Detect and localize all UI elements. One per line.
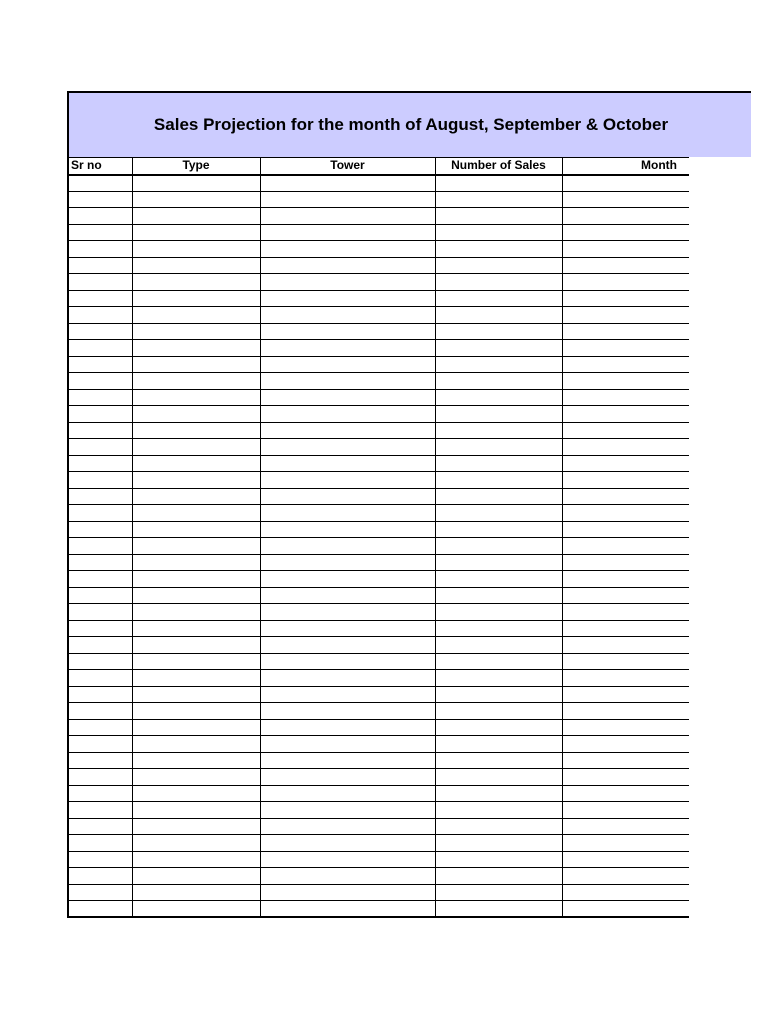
sr-no-cell[interactable]: [68, 439, 132, 456]
sr-no-cell[interactable]: [68, 802, 132, 819]
tower-cell[interactable]: [260, 373, 435, 390]
tower-cell[interactable]: [260, 703, 435, 720]
tower-cell[interactable]: [260, 736, 435, 753]
sr-no-cell[interactable]: [68, 670, 132, 687]
sr-no-cell[interactable]: [68, 719, 132, 736]
tower-cell[interactable]: [260, 901, 435, 918]
tower-cell[interactable]: [260, 587, 435, 604]
sr-no-cell[interactable]: [68, 356, 132, 373]
month-cell[interactable]: [562, 340, 689, 357]
tower-cell[interactable]: [260, 802, 435, 819]
sr-no-cell[interactable]: [68, 884, 132, 901]
number-of-sales-cell[interactable]: [435, 455, 562, 472]
type-cell[interactable]: [132, 191, 260, 208]
month-cell[interactable]: [562, 472, 689, 489]
type-cell[interactable]: [132, 241, 260, 258]
table-row: [68, 752, 689, 769]
type-cell[interactable]: [132, 208, 260, 225]
type-cell[interactable]: [132, 439, 260, 456]
tower-cell[interactable]: [260, 191, 435, 208]
sr-no-cell[interactable]: [68, 175, 132, 192]
table-row: [68, 736, 689, 753]
type-cell[interactable]: [132, 257, 260, 274]
title-band: [67, 91, 751, 157]
month-cell[interactable]: [562, 208, 689, 225]
type-cell[interactable]: [132, 802, 260, 819]
month-cell[interactable]: [562, 670, 689, 687]
month-cell[interactable]: [562, 538, 689, 555]
month-cell[interactable]: [562, 884, 689, 901]
sr-no-cell[interactable]: [68, 769, 132, 786]
month-cell[interactable]: [562, 554, 689, 571]
type-cell[interactable]: [132, 818, 260, 835]
number-of-sales-cell[interactable]: [435, 769, 562, 786]
type-cell[interactable]: [132, 703, 260, 720]
type-cell[interactable]: [132, 356, 260, 373]
number-of-sales-cell[interactable]: [435, 422, 562, 439]
number-of-sales-cell[interactable]: [435, 439, 562, 456]
month-cell[interactable]: [562, 653, 689, 670]
month-cell[interactable]: [562, 389, 689, 406]
table-row: [68, 901, 689, 918]
table-row: [68, 851, 689, 868]
month-cell[interactable]: [562, 620, 689, 637]
tower-cell[interactable]: [260, 406, 435, 423]
number-of-sales-cell[interactable]: [435, 472, 562, 489]
tower-cell[interactable]: [260, 455, 435, 472]
table-row: [68, 274, 689, 291]
table-row: [68, 818, 689, 835]
month-cell[interactable]: [562, 191, 689, 208]
type-cell[interactable]: [132, 340, 260, 357]
type-cell[interactable]: [132, 884, 260, 901]
month-cell[interactable]: [562, 686, 689, 703]
type-cell[interactable]: [132, 422, 260, 439]
number-of-sales-cell[interactable]: [435, 620, 562, 637]
type-cell[interactable]: [132, 175, 260, 192]
month-cell[interactable]: [562, 356, 689, 373]
tower-cell[interactable]: [260, 604, 435, 621]
table-body: [68, 175, 689, 918]
month-cell[interactable]: [562, 802, 689, 819]
month-cell[interactable]: [562, 818, 689, 835]
month-cell[interactable]: [562, 769, 689, 786]
column-header-sr-no[interactable]: Sr no: [68, 158, 132, 175]
column-header-month[interactable]: Month: [562, 158, 689, 175]
month-cell[interactable]: [562, 290, 689, 307]
tower-cell[interactable]: [260, 439, 435, 456]
type-cell[interactable]: [132, 406, 260, 423]
number-of-sales-cell[interactable]: [435, 307, 562, 324]
month-cell[interactable]: [562, 373, 689, 390]
tower-cell[interactable]: [260, 868, 435, 885]
table-row: [68, 439, 689, 456]
sr-no-cell[interactable]: [68, 340, 132, 357]
type-cell[interactable]: [132, 851, 260, 868]
month-cell[interactable]: [562, 439, 689, 456]
number-of-sales-cell[interactable]: [435, 191, 562, 208]
number-of-sales-cell[interactable]: [435, 505, 562, 522]
number-of-sales-cell[interactable]: [435, 571, 562, 588]
month-cell[interactable]: [562, 785, 689, 802]
table-row: [68, 620, 689, 637]
sr-no-cell[interactable]: [68, 290, 132, 307]
number-of-sales-cell[interactable]: [435, 736, 562, 753]
sr-no-cell[interactable]: [68, 785, 132, 802]
table-row: [68, 686, 689, 703]
type-cell[interactable]: [132, 785, 260, 802]
type-cell[interactable]: [132, 538, 260, 555]
sr-no-cell[interactable]: [68, 653, 132, 670]
number-of-sales-cell[interactable]: [435, 340, 562, 357]
month-cell[interactable]: [562, 505, 689, 522]
number-of-sales-cell[interactable]: [435, 637, 562, 654]
month-cell[interactable]: [562, 455, 689, 472]
column-header-tower[interactable]: Tower: [260, 158, 435, 175]
sr-no-cell[interactable]: [68, 736, 132, 753]
table-row: [68, 389, 689, 406]
type-cell[interactable]: [132, 290, 260, 307]
table-row: [68, 802, 689, 819]
tower-cell[interactable]: [260, 257, 435, 274]
number-of-sales-cell[interactable]: [435, 785, 562, 802]
tower-cell[interactable]: [260, 670, 435, 687]
sr-no-cell[interactable]: [68, 241, 132, 258]
table-row: [68, 307, 689, 324]
sr-no-cell[interactable]: [68, 373, 132, 390]
number-of-sales-cell[interactable]: [435, 851, 562, 868]
sr-no-cell[interactable]: [68, 703, 132, 720]
sr-no-cell[interactable]: [68, 488, 132, 505]
number-of-sales-cell[interactable]: [435, 554, 562, 571]
table-row: [68, 224, 689, 241]
sr-no-cell[interactable]: [68, 208, 132, 225]
sr-no-cell[interactable]: [68, 257, 132, 274]
tower-cell[interactable]: [260, 472, 435, 489]
table-row: [68, 488, 689, 505]
type-cell[interactable]: [132, 224, 260, 241]
number-of-sales-cell[interactable]: [435, 373, 562, 390]
sr-no-cell[interactable]: [68, 587, 132, 604]
table-row: [68, 538, 689, 555]
sr-no-cell[interactable]: [68, 554, 132, 571]
sr-no-cell[interactable]: [68, 686, 132, 703]
number-of-sales-cell[interactable]: [435, 868, 562, 885]
type-cell[interactable]: [132, 274, 260, 291]
number-of-sales-cell[interactable]: [435, 686, 562, 703]
number-of-sales-cell[interactable]: [435, 257, 562, 274]
sr-no-cell[interactable]: [68, 323, 132, 340]
number-of-sales-cell[interactable]: [435, 175, 562, 192]
tower-cell[interactable]: [260, 620, 435, 637]
sr-no-cell[interactable]: [68, 835, 132, 852]
number-of-sales-cell[interactable]: [435, 290, 562, 307]
type-cell[interactable]: [132, 686, 260, 703]
month-cell[interactable]: [562, 637, 689, 654]
tower-cell[interactable]: [260, 224, 435, 241]
table-row: [68, 835, 689, 852]
month-cell[interactable]: [562, 323, 689, 340]
sr-no-cell[interactable]: [68, 868, 132, 885]
tower-cell[interactable]: [260, 818, 435, 835]
tower-cell[interactable]: [260, 653, 435, 670]
tower-cell[interactable]: [260, 851, 435, 868]
sr-no-cell[interactable]: [68, 637, 132, 654]
sr-no-cell[interactable]: [68, 851, 132, 868]
sr-no-cell[interactable]: [68, 472, 132, 489]
type-cell[interactable]: [132, 637, 260, 654]
sr-no-cell[interactable]: [68, 505, 132, 522]
sr-no-cell[interactable]: [68, 604, 132, 621]
month-cell[interactable]: [562, 307, 689, 324]
tower-cell[interactable]: [260, 752, 435, 769]
type-cell[interactable]: [132, 472, 260, 489]
sr-no-cell[interactable]: [68, 274, 132, 291]
tower-cell[interactable]: [260, 686, 435, 703]
number-of-sales-cell[interactable]: [435, 323, 562, 340]
sr-no-cell[interactable]: [68, 224, 132, 241]
type-cell[interactable]: [132, 620, 260, 637]
table-row: [68, 785, 689, 802]
table-row: [68, 670, 689, 687]
number-of-sales-cell[interactable]: [435, 224, 562, 241]
type-cell[interactable]: [132, 752, 260, 769]
tower-cell[interactable]: [260, 307, 435, 324]
table-row: [68, 373, 689, 390]
table-row: [68, 587, 689, 604]
number-of-sales-cell[interactable]: [435, 604, 562, 621]
type-cell[interactable]: [132, 604, 260, 621]
table-row: [68, 703, 689, 720]
table-row: [68, 571, 689, 588]
month-cell[interactable]: [562, 604, 689, 621]
number-of-sales-cell[interactable]: [435, 587, 562, 604]
table-row: [68, 884, 689, 901]
table-row: [68, 719, 689, 736]
table-row: [68, 637, 689, 654]
month-cell[interactable]: [562, 835, 689, 852]
number-of-sales-cell[interactable]: [435, 538, 562, 555]
column-header-number-of-sales[interactable]: Number of Sales: [435, 158, 562, 175]
table-row: [68, 521, 689, 538]
type-cell[interactable]: [132, 719, 260, 736]
sr-no-cell[interactable]: [68, 752, 132, 769]
type-cell[interactable]: [132, 505, 260, 522]
number-of-sales-cell[interactable]: [435, 802, 562, 819]
type-cell[interactable]: [132, 455, 260, 472]
type-cell[interactable]: [132, 835, 260, 852]
type-cell[interactable]: [132, 670, 260, 687]
number-of-sales-cell[interactable]: [435, 241, 562, 258]
month-cell[interactable]: [562, 224, 689, 241]
number-of-sales-cell[interactable]: [435, 406, 562, 423]
table-row: [68, 241, 689, 258]
sr-no-cell[interactable]: [68, 389, 132, 406]
number-of-sales-cell[interactable]: [435, 884, 562, 901]
table-row: [68, 604, 689, 621]
sr-no-cell[interactable]: [68, 406, 132, 423]
tower-cell[interactable]: [260, 835, 435, 852]
number-of-sales-cell[interactable]: [435, 208, 562, 225]
table-row: [68, 356, 689, 373]
number-of-sales-cell[interactable]: [435, 653, 562, 670]
tower-cell[interactable]: [260, 719, 435, 736]
number-of-sales-cell[interactable]: [435, 670, 562, 687]
month-cell[interactable]: [562, 175, 689, 192]
number-of-sales-cell[interactable]: [435, 389, 562, 406]
sales-projection-table: [67, 157, 689, 918]
month-cell[interactable]: [562, 422, 689, 439]
type-cell[interactable]: [132, 307, 260, 324]
month-cell[interactable]: [562, 241, 689, 258]
table-row: [68, 653, 689, 670]
number-of-sales-cell[interactable]: [435, 901, 562, 918]
sr-no-cell[interactable]: [68, 620, 132, 637]
type-cell[interactable]: [132, 373, 260, 390]
sr-no-cell[interactable]: [68, 307, 132, 324]
tower-cell[interactable]: [260, 290, 435, 307]
type-cell[interactable]: [132, 571, 260, 588]
number-of-sales-cell[interactable]: [435, 719, 562, 736]
month-cell[interactable]: [562, 587, 689, 604]
tower-cell[interactable]: [260, 323, 435, 340]
number-of-sales-cell[interactable]: [435, 752, 562, 769]
tower-cell[interactable]: [260, 505, 435, 522]
number-of-sales-cell[interactable]: [435, 703, 562, 720]
tower-cell[interactable]: [260, 769, 435, 786]
table-row: [68, 554, 689, 571]
month-cell[interactable]: [562, 571, 689, 588]
type-cell[interactable]: [132, 868, 260, 885]
number-of-sales-cell[interactable]: [435, 521, 562, 538]
type-cell[interactable]: [132, 653, 260, 670]
header-row: [68, 158, 689, 175]
number-of-sales-cell[interactable]: [435, 488, 562, 505]
type-cell[interactable]: [132, 323, 260, 340]
tower-cell[interactable]: [260, 521, 435, 538]
tower-cell[interactable]: [260, 175, 435, 192]
month-cell[interactable]: [562, 488, 689, 505]
sr-no-cell[interactable]: [68, 818, 132, 835]
number-of-sales-cell[interactable]: [435, 356, 562, 373]
table-row: [68, 769, 689, 786]
number-of-sales-cell[interactable]: [435, 818, 562, 835]
table-row: [68, 290, 689, 307]
table-row: [68, 868, 689, 885]
table-row: [68, 422, 689, 439]
month-cell[interactable]: [562, 719, 689, 736]
table-row: [68, 340, 689, 357]
sr-no-cell[interactable]: [68, 521, 132, 538]
table-row: [68, 406, 689, 423]
month-cell[interactable]: [562, 752, 689, 769]
table-row: [68, 455, 689, 472]
sr-no-cell[interactable]: [68, 191, 132, 208]
tower-cell[interactable]: [260, 884, 435, 901]
sheet-title: Sales Projection for the month of August, September & October: [153, 115, 669, 134]
number-of-sales-cell[interactable]: [435, 835, 562, 852]
tower-cell[interactable]: [260, 488, 435, 505]
tower-cell[interactable]: [260, 785, 435, 802]
tower-cell[interactable]: [260, 340, 435, 357]
tower-cell[interactable]: [260, 356, 435, 373]
type-cell[interactable]: [132, 521, 260, 538]
tower-cell[interactable]: [260, 389, 435, 406]
tower-cell[interactable]: [260, 241, 435, 258]
month-cell[interactable]: [562, 274, 689, 291]
tower-cell[interactable]: [260, 571, 435, 588]
type-cell[interactable]: [132, 769, 260, 786]
month-cell[interactable]: [562, 901, 689, 918]
sr-no-cell[interactable]: [68, 422, 132, 439]
month-cell[interactable]: [562, 257, 689, 274]
table-row: [68, 505, 689, 522]
type-cell[interactable]: [132, 901, 260, 918]
month-cell[interactable]: [562, 406, 689, 423]
table-row: [68, 257, 689, 274]
sr-no-cell[interactable]: [68, 455, 132, 472]
table-row: [68, 323, 689, 340]
type-cell[interactable]: [132, 554, 260, 571]
tower-cell[interactable]: [260, 208, 435, 225]
month-cell[interactable]: [562, 736, 689, 753]
tower-cell[interactable]: [260, 422, 435, 439]
sr-no-cell[interactable]: [68, 538, 132, 555]
table-row: [68, 191, 689, 208]
column-header-type[interactable]: Type: [132, 158, 260, 175]
type-cell[interactable]: [132, 587, 260, 604]
month-cell[interactable]: [562, 868, 689, 885]
table-row: [68, 472, 689, 489]
month-cell[interactable]: [562, 521, 689, 538]
table-row: [68, 208, 689, 225]
tower-cell[interactable]: [260, 274, 435, 291]
table-row: [68, 175, 689, 192]
type-cell[interactable]: [132, 389, 260, 406]
month-cell[interactable]: [562, 851, 689, 868]
tower-cell[interactable]: [260, 637, 435, 654]
month-cell[interactable]: [562, 703, 689, 720]
type-cell[interactable]: [132, 488, 260, 505]
tower-cell[interactable]: [260, 538, 435, 555]
type-cell[interactable]: [132, 736, 260, 753]
sr-no-cell[interactable]: [68, 901, 132, 918]
sr-no-cell[interactable]: [68, 571, 132, 588]
number-of-sales-cell[interactable]: [435, 274, 562, 291]
tower-cell[interactable]: [260, 554, 435, 571]
